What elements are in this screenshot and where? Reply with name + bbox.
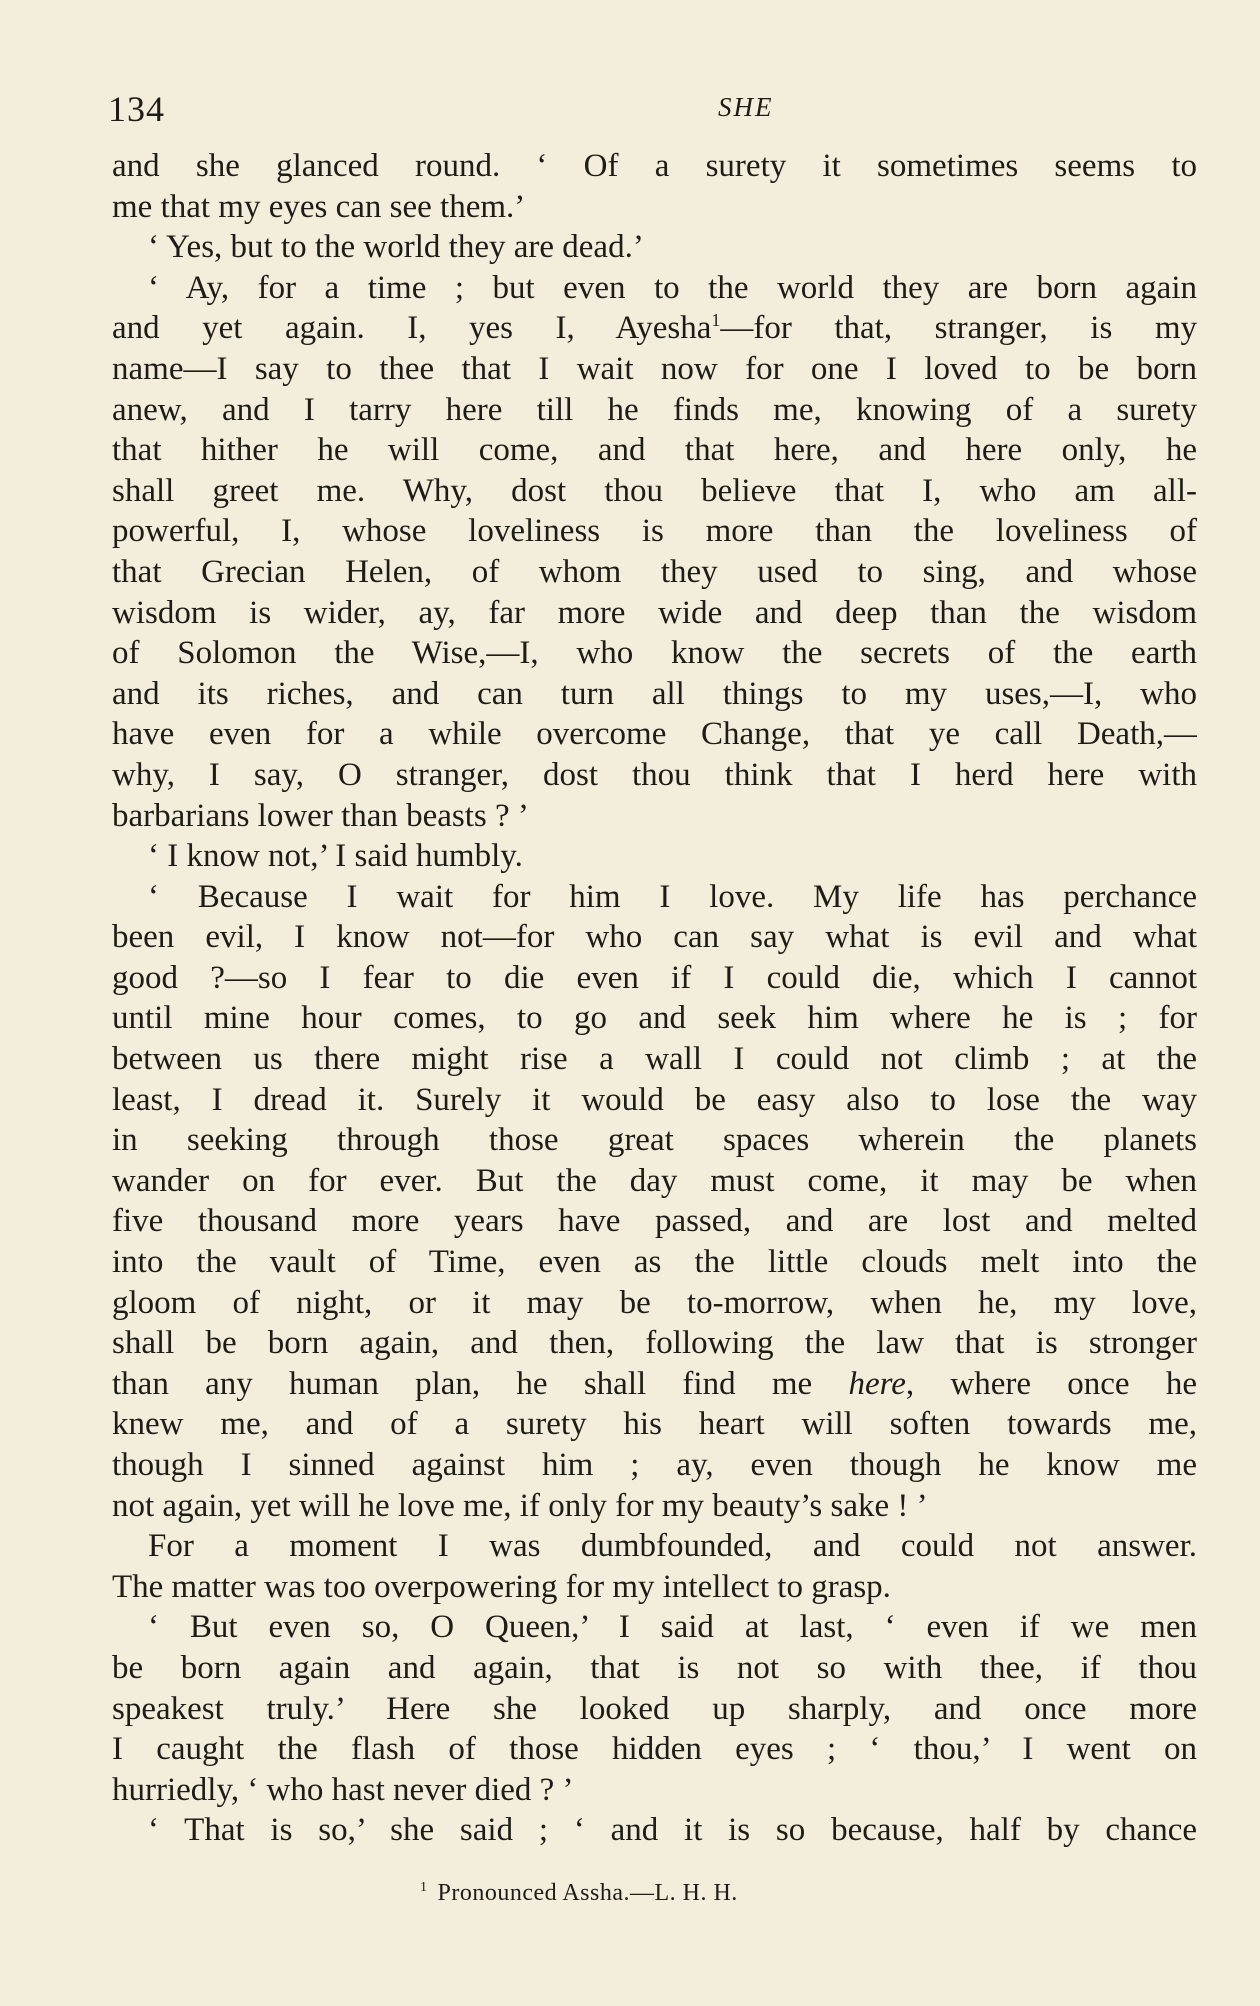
text-segment: and yet again. I, yes I, Ayesha [112, 310, 712, 347]
text-line-with-italic [112, 1364, 1197, 1405]
text-line: knew me, and of a surety his heart will soften towards me, [112, 1406, 1197, 1443]
text-line: name—I say to thee that I wait now for one I loved to be born [112, 350, 1197, 387]
text-line: The matter was too overpowering for my intellect to grasp. [112, 1568, 891, 1605]
text-line: though I sinned against him ; ay, even though he know me [112, 1447, 1197, 1483]
text-line-with-footnote-ref [112, 308, 1197, 349]
text-line: least, I dread it. Surely it would be easy also to lose the way [112, 1081, 1197, 1118]
text-line: between us there might rise a wall I could not climb ; at the [112, 1041, 1197, 1078]
text-line: I caught the flash of those hidden eyes ; ‘ thou,’ I went on [112, 1731, 1197, 1768]
text-line: why, I say, O stranger, dost thou think that I herd here with [112, 756, 1197, 793]
text-line: shall greet me. Why, dost thou believe that I, who am all- [112, 472, 1197, 509]
text-line: speakest truly.’ Here she looked up sharply, and once more [112, 1690, 1197, 1727]
text-line: me that my eyes can see them.’ [112, 188, 526, 225]
text-line: For a moment I was dumbfounded, and could not answer. [148, 1528, 1197, 1565]
text-line: ‘ Ay, for a time ; but even to the world they are born again [148, 269, 1197, 306]
text-line: powerful, I, whose loveliness is more than the loveliness of [112, 513, 1197, 550]
footnote-text: Pronounced Assha.—L. H. H. [437, 1880, 738, 1906]
text-line: ‘ But even so, O Queen,’ I said at last, ‘ even if we men [148, 1609, 1197, 1646]
text-line: and its riches, and can turn all things to my uses,—I, who [112, 675, 1197, 712]
footnote [420, 1880, 738, 1907]
text-line: wisdom is wider, ay, far more wide and deep than the wisdom [112, 594, 1197, 631]
text-segment: than any human plan, he shall find me [112, 1365, 849, 1402]
text-line: in seeking through those great spaces wherein the planets [112, 1122, 1197, 1159]
text-line: not again, yet will he love me, if only for my beauty’s sake ! ’ [112, 1487, 928, 1524]
text-line: shall be born again, and then, following the law that is stronger [112, 1325, 1197, 1362]
text-line: ‘ Yes, but to the world they are dead.’ [148, 229, 644, 266]
text-line: wander on for ever. But the day must come, it may be when [112, 1162, 1197, 1199]
text-line: barbarians lower than beasts ? ’ [112, 797, 529, 834]
text-line: good ?—so I fear to die even if I could die, which I cannot [112, 959, 1197, 996]
page-number: 134 [108, 89, 165, 129]
text-line: ‘ I know not,’ I said humbly. [148, 838, 523, 875]
text-line: ‘ Because I wait for him I love. My life has perchance [148, 878, 1197, 915]
text-line: of Solomon the Wise,—I, who know the secrets of the earth [112, 635, 1197, 672]
text-line: that Grecian Helen, of whom they used to sing, and whose [112, 553, 1197, 590]
page-header [108, 88, 1198, 138]
text-line: have even for a while overcome Change, that ye call Death,— [112, 716, 1197, 753]
body-text [112, 146, 1197, 1851]
text-line: that hither he will come, and that here, and here only, he [112, 432, 1197, 469]
text-line: until mine hour comes, to go and seek him where he is ; for [112, 1000, 1197, 1037]
text-line: and she glanced round. ‘ Of a surety it sometimes seems to [112, 148, 1197, 184]
text-line: hurriedly, ‘ who hast never died ? ’ [112, 1771, 574, 1808]
text-line: anew, and I tarry here till he finds me, knowing of a surety [112, 391, 1197, 428]
text-line: gloom of night, or it may be to-morrow, when he, my love, [112, 1284, 1197, 1321]
footnote-marker: 1 [420, 1880, 428, 1895]
italic-word: here [848, 1365, 906, 1402]
text-segment: , where once he [905, 1365, 1197, 1402]
running-title: SHE [718, 92, 774, 122]
footnote-reference: 1 [711, 310, 721, 331]
text-line: be born again and again, that is not so with thee, if thou [112, 1649, 1197, 1686]
text-line: been evil, I know not—for who can say what is evil and what [112, 919, 1197, 956]
text-segment: —for that, stranger, is my [720, 310, 1197, 347]
text-line: five thousand more years have passed, and are lost and melted [112, 1203, 1197, 1240]
text-line: into the vault of Time, even as the little clouds melt into the [112, 1244, 1197, 1281]
text-line: ‘ That is so,’ she said ; ‘ and it is so because, half by chance [148, 1812, 1197, 1849]
